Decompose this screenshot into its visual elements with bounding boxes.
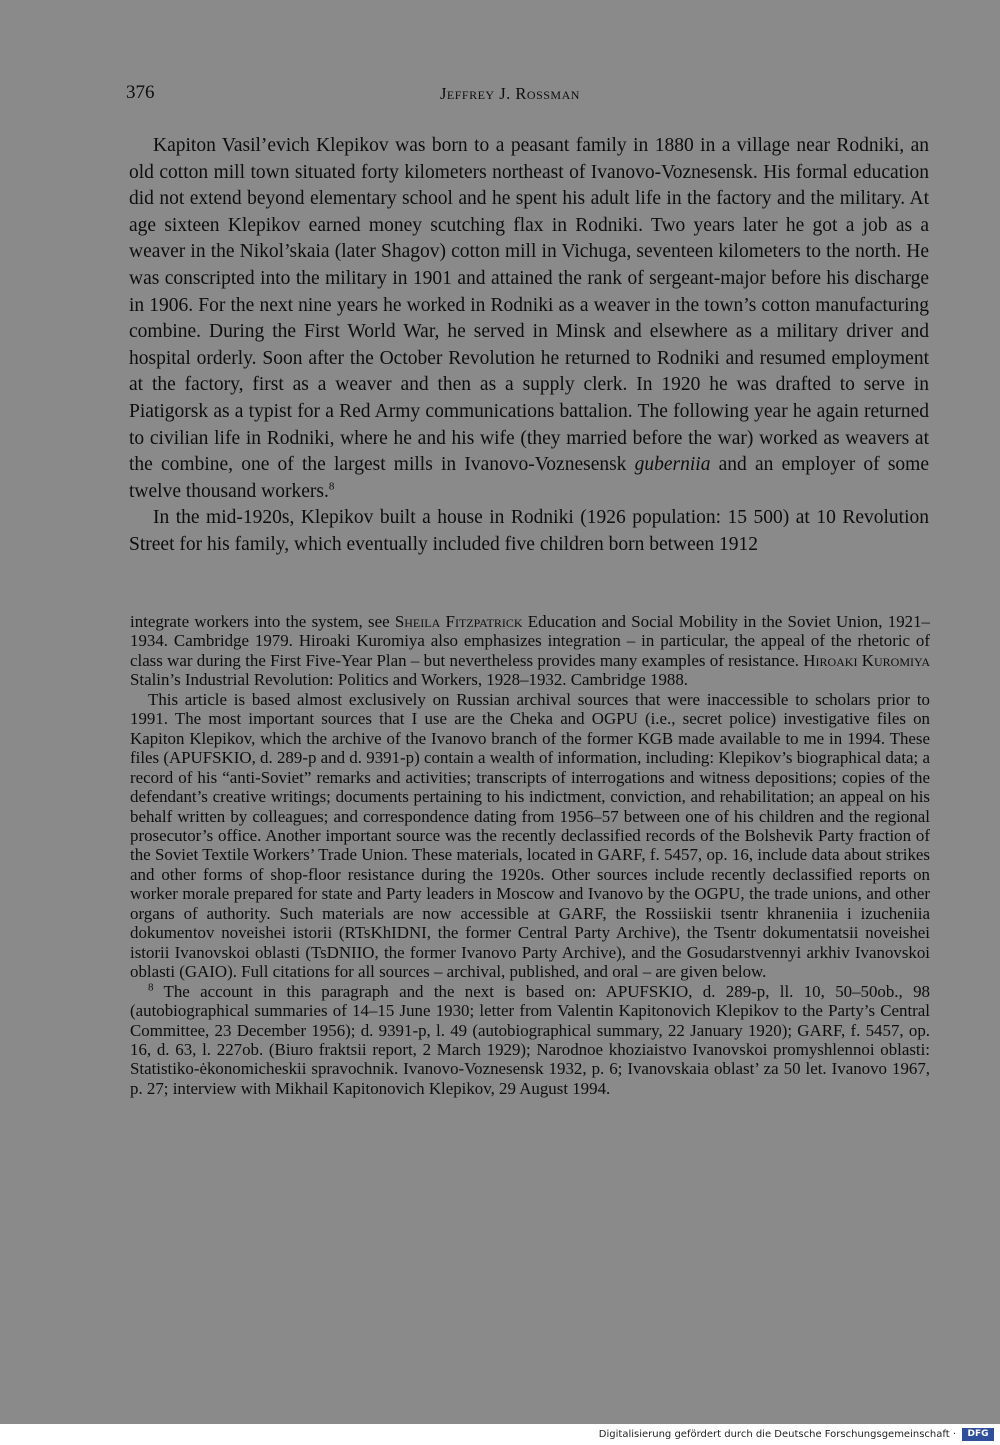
paragraph-1-end: and an employer of some twelve thousand workers. [129, 454, 929, 502]
footnote-sources: This article is based almost exclusively on Russian archival sources that were inaccessible to scholars prior to 1991. The most important sources that I use are the Cheka and OGPU (i.e., secret police) investigative files on Kapiton Klepikov, which the archive of the Ivanovo branch of the former KGB made available to me in 1994. These files (APUFSKIO, d. 289-p and d. 9391-p) contain a wealth of information, including: Klepikov’s biographical data; a record of his “anti-Soviet” remarks and activities; transcripts of interrogations and witness depositions; copies of the defendant’s creative writings; documents pertaining to his indictment, conviction, and rehabilitation; an appeal on his behalf written by colleagues; and correspondence dating from 1956–57 between one of his children and the regional prosecutor’s office. Another important source was the recently declassified records of the Bolshevik Party fraction of the Soviet Textile Workers’ Trade Union. These materials, located in GARF, f. 5457, op. 16, include data about strikes and other forms of shop-floor resistance during the 1920s. Other sources include recently declassified reports on worker morale prepared for state and Party leaders in Moscow and Ivanovo by the OGPU, the trade unions, and other organs of authority. Such materials are now accessible at GARF, the Rossiiskii tsentr khraneniia i izucheniia dokumentov noveishei istorii (RTsKhIDNI, the former Central Party Archive), the Tsentr dokumentatsii noveishei istorii Ivanovskoi oblasti (TsDNIIO, the former Ivanovo Party Archive), and the Gosudarstvennyi arkhiv Ivanovskoi oblasti (GAIO). Full citations for all sources – archival, published, and oral – are given below. [130, 689, 930, 982]
footnote-8 [130, 982, 930, 1099]
body-text [129, 133, 929, 559]
dfg-logo-icon: DFG [962, 1428, 994, 1441]
digitization-footer [0, 1424, 1000, 1445]
footnote-8-text: The account in this paragraph and the next is based on: APUFSKIO, d. 289-p, ll. 10, 50–50ob., 98 (autobiographical summaries of 14–15 June 1930; letter from Valentin Kapitonovich Klepikov to the Party’s Central Committee, 23 December 1956); d. 9391-p, l. 49 (autobiographical summary, 22 January 1920); GARF, f. 5457, op. 16, d. 63, l. 227ob. (Biuro fraktsii report, 2 March 1929); Narodnoe khoziaistvo Ivanovskoi promyshlennoi oblasti: Statistiko-ėkonomicheskii spravochnik. Ivanovo-Voznesensk 1932, p. 6; Ivanovskaia oblast’ za 50 let. Ivanovo 1967, p. 27; interview with Mikhail Kapitonovich Klepikov, 29 August 1994. [130, 981, 930, 1098]
running-head: Jeffrey J. Rossman [440, 84, 580, 103]
footnote-continuation [130, 612, 930, 690]
footnote-text: Stalin’s Industrial Revolution: Politics and Workers, 1928–1932. Cambridge 1988. [130, 670, 689, 690]
paragraph-1-italic: guberniia [634, 454, 711, 476]
footnotes [130, 612, 930, 1098]
footnote-8-marker: 8 [148, 980, 154, 993]
author-name: Sheila Fitzpatrick [394, 612, 523, 631]
footnote-ref-8: 8 [328, 480, 335, 493]
body-paragraph-1 [129, 133, 929, 505]
footnote-text: integrate workers into the system, see [130, 612, 395, 631]
author-name: Hiroaki Kuromiya [803, 650, 930, 670]
page-number: 376 [126, 82, 155, 103]
footnote-text: Education and Social Mobility in the Soviet Union, 1921–1934. Cambridge 1979. Hiroaki Kuromiya also emphasizes integration – in particular, the appeal of the rhetoric of class war during the First Five-Year Plan – but nevertheless provides many examples of resistance. [130, 612, 930, 670]
body-paragraph-2: In the mid-1920s, Klepikov built a house in Rodniki (1926 population: 15 500) at 10 Revolution Street for his family, which eventually included five children born between 1912 [129, 507, 929, 555]
paragraph-1-text: Kapiton Vasil’evich Klepikov was born to a peasant family in 1880 in a village near Rodniki, an old cotton mill town situated forty kilometers northeast of Ivanovo-Voznesensk. His formal education did not extend beyond elementary school and he spent his adult life in the factory and the military. At age sixteen Klepikov earned money scutching flax in Rodniki. Two years later he got a job as a weaver in the Nikol’skaia (later Shagov) cotton mill in Vichuga, seventeen kilometers to the north. He was conscripted into the military in 1901 and attained the rank of sergeant-major before his discharge in 1906. For the next nine years he worked in Rodniki as a weaver in the town’s cotton manufacturing combine. During the First World War, he served in Minsk and elsewhere as a military driver and hospital orderly. Soon after the October Revolution he returned to Rodniki and resumed employment at the factory, first as a weaver and then as a supply clerk. In 1920 he was drafted to serve in Piatigorsk as a typist for a Red Army communications battalion. The following year he again returned to civilian life in Rodniki, where he and his wife (they married before the war) worked as weavers at the combine, one of the largest mills in Ivanovo-Voznesensk [129, 135, 929, 476]
funding-credit: Digitalisierung gefördert durch die Deutsche Forschungsgemeinschaft · [598, 1429, 956, 1440]
